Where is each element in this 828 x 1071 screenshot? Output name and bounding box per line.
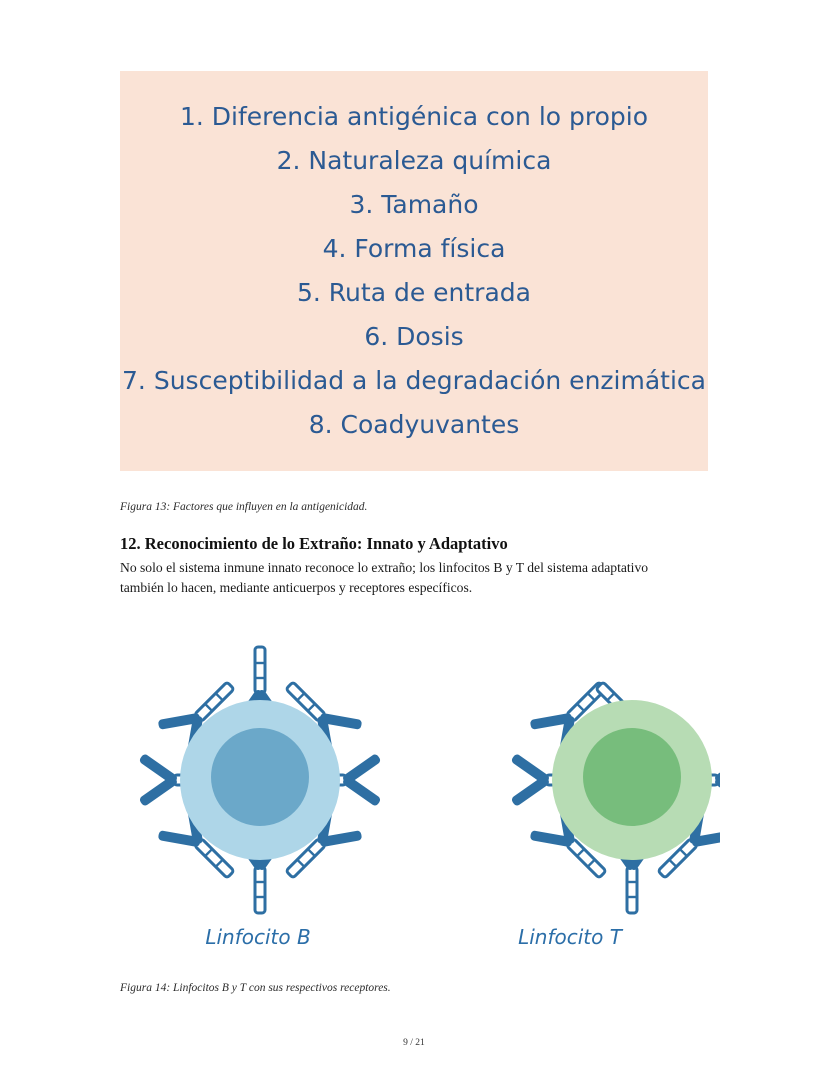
section-heading: 12. Reconocimiento de lo Extraño: Innato y Adaptativo bbox=[120, 534, 508, 553]
page-number: 9 / 21 bbox=[403, 1038, 425, 1048]
factor-item-7: 7. Susceptibilidad a la degradación enzimática bbox=[122, 366, 706, 395]
factor-item-5: 5. Ruta de entrada bbox=[297, 278, 531, 307]
factor-item-1: 1. Diferencia antigénica con lo propio bbox=[179, 102, 649, 131]
figure-13-caption: Figura 13: Factores que influyen en la antigenicidad. bbox=[120, 501, 368, 513]
lymphocyte-b-cell bbox=[138, 647, 381, 913]
lymphocyte-b-label: Linfocito B bbox=[205, 925, 311, 949]
lymphocyte-t-cell bbox=[510, 666, 720, 913]
factors-figure bbox=[120, 71, 708, 471]
lymphocytes-figure bbox=[110, 605, 720, 965]
figure-14-caption: Figura 14: Linfocitos B y T con sus respectivos receptores. bbox=[120, 982, 391, 994]
factor-item-6: 6. Dosis bbox=[364, 322, 464, 351]
factor-item-3: 3. Tamaño bbox=[349, 190, 479, 219]
factor-item-4: 4. Forma física bbox=[322, 234, 506, 263]
factor-item-8: 8. Coadyuvantes bbox=[308, 410, 520, 439]
section-body-text: No solo el sistema inmune innato reconoce lo extraño; los linfocitos B y T del sistema adaptativo también lo hacen, mediante anticuerpos y receptores específicos. bbox=[120, 560, 649, 595]
lymphocyte-t-label: Linfocito T bbox=[518, 925, 622, 949]
factor-item-2: 2. Naturaleza química bbox=[276, 146, 552, 175]
